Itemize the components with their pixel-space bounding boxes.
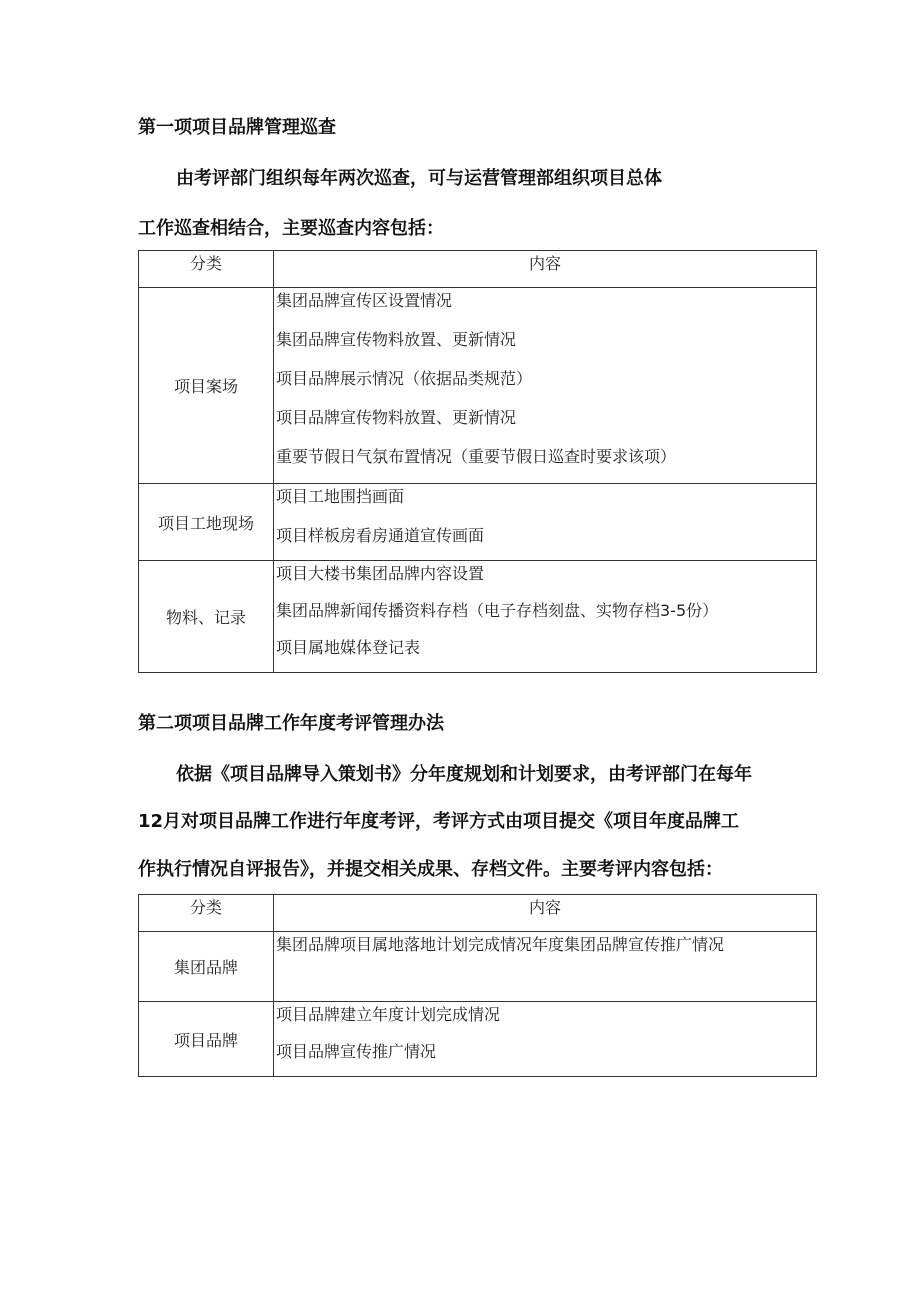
table-row — [139, 484, 817, 561]
section1-intro-line-2: 工作巡查相结合，主要巡查内容包括： — [138, 218, 444, 239]
list-item: 项目样板房看房通道宣传画面 — [276, 526, 485, 545]
list-item: 重要节假日气氛布置情况（重要节假日巡查时要求该项） — [276, 447, 677, 466]
list-item: 集团品牌宣传区设置情况 — [276, 291, 453, 310]
row-items — [274, 561, 817, 673]
section2-table — [138, 894, 817, 1077]
list-item: 项目工地围挡画面 — [276, 487, 405, 506]
section1-title: 第一项项目品牌管理巡查 — [138, 117, 336, 138]
section1-intro-line-1: 由考评部门组织每年两次巡查，可与运营管理部组织项目总体 — [176, 168, 662, 189]
table-header-row — [139, 895, 817, 932]
list-item: 项目品牌建立年度计划完成情况 — [276, 1005, 501, 1024]
row-items — [274, 1002, 817, 1077]
row-category: 物料、记录 — [139, 561, 274, 673]
list-item: 项目属地媒体登记表 — [276, 638, 421, 657]
header-category: 分类 — [139, 251, 274, 288]
table-row — [139, 561, 817, 673]
section2-intro-line-2: 12月对项目品牌工作进行年度考评，考评方式由项目提交《项目年度品牌工 — [138, 811, 740, 832]
list-item: 集团品牌新闻传播资料存档（电子存档刻盘、实物存档3-5份） — [276, 601, 719, 620]
row-items — [274, 288, 817, 484]
header-category: 分类 — [139, 895, 274, 932]
list-item: 集团品牌项目属地落地计划完成情况年度集团品牌宣传推广情况 — [276, 935, 725, 954]
row-items — [274, 484, 817, 561]
header-content: 内容 — [274, 895, 817, 932]
section2-intro-line-1: 依据《项目品牌导入策划书》分年度规划和计划要求，由考评部门在每年 — [176, 764, 752, 785]
row-category: 项目品牌 — [139, 1002, 274, 1077]
table-row — [139, 288, 817, 484]
section2-title: 第二项项目品牌工作年度考评管理办法 — [138, 713, 444, 734]
list-item: 项目品牌展示情况（依据品类规范） — [276, 369, 533, 388]
row-category: 项目工地现场 — [139, 484, 274, 561]
list-item: 集团品牌宣传物料放置、更新情况 — [276, 330, 517, 349]
row-items — [274, 932, 817, 1002]
list-item: 项目品牌宣传物料放置、更新情况 — [276, 408, 517, 427]
table-row — [139, 932, 817, 1002]
section1-table — [138, 250, 817, 673]
table-header-row — [139, 251, 817, 288]
row-category: 集团品牌 — [139, 932, 274, 1002]
list-item: 项目大楼书集团品牌内容设置 — [276, 564, 485, 583]
list-item: 项目品牌宣传推广情况 — [276, 1042, 437, 1061]
row-category: 项目案场 — [139, 288, 274, 484]
header-content: 内容 — [274, 251, 817, 288]
section2-intro-line-3: 作执行情况自评报告》，并提交相关成果、存档文件。主要考评内容包括： — [138, 859, 723, 880]
table-row — [139, 1002, 817, 1077]
